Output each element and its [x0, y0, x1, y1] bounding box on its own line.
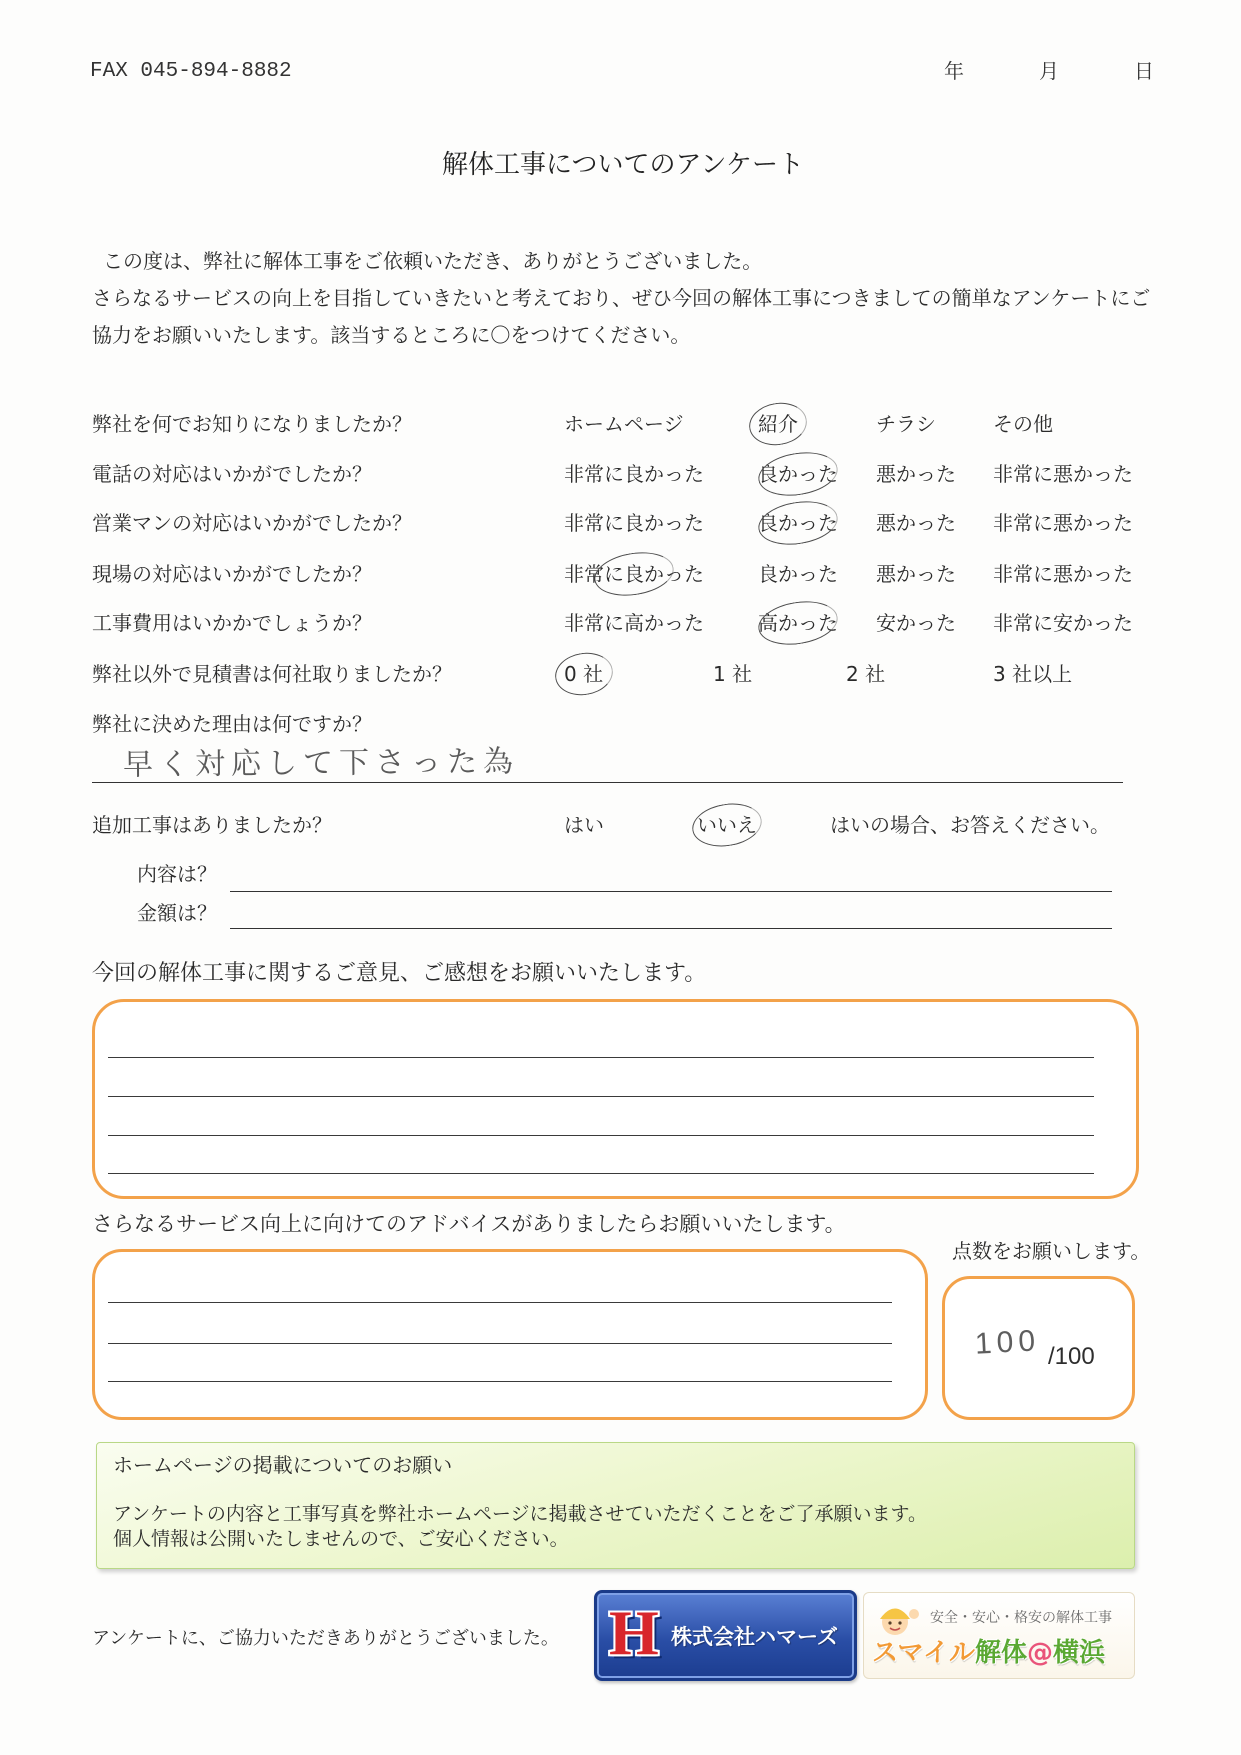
option-cheap: 安かった [876, 611, 956, 635]
option-zero-companies: 0 社 [564, 661, 603, 687]
content-label: 内容は？ [137, 862, 217, 886]
option-bad: 悪かった [876, 462, 956, 486]
opinion-label: 今回の解体工事に関するご意見、ご感想をお願いいたします。 [92, 961, 707, 986]
handwritten-circle-mark [755, 447, 841, 501]
content-answer-line [230, 891, 1112, 892]
question-row-sales-response [0, 510, 1241, 536]
survey-title: 解体工事についてのアンケート [442, 150, 804, 180]
option-other: その他 [993, 412, 1053, 436]
question-label: 現場の対応はいかがでしたか？ [92, 562, 372, 586]
option-very-bad: 非常に悪かった [993, 562, 1133, 586]
question-row-cost [0, 610, 1241, 636]
option-no: いいえ [697, 812, 757, 838]
brand-part-yokohama: 横浜 [1052, 1638, 1105, 1668]
homepage-notice-box [96, 1442, 1135, 1569]
handwritten-circle-mark [689, 799, 765, 851]
writing-line [108, 1302, 892, 1303]
question-label: 追加工事はありましたか？ [92, 813, 332, 837]
score-max: /100 [1048, 1343, 1095, 1370]
notice-line-1: アンケートの内容と工事写真を弊社ホームページに掲載させていただくことをご了承願います。 [113, 1503, 927, 1525]
yes-instructions-note: はいの場合、お答えください。 [830, 813, 1110, 837]
question-label: 工事費用はいかかでしょうか？ [92, 611, 372, 635]
handwritten-circle-mark [755, 596, 841, 650]
question-row-phone-response [0, 461, 1241, 487]
handwritten-circle-mark [591, 547, 677, 601]
option-good: 良かった [758, 562, 838, 586]
option-homepage: ホームページ [564, 412, 684, 436]
writing-line [108, 1343, 892, 1344]
intro-line-2: さらなるサービスの向上を目指していきたいと考えており、ぜひ今回の解体工事につきましての簡単なアンケートにご [92, 286, 1151, 310]
writing-line [108, 1173, 1094, 1174]
intro-line-3: 協力をお願いいたします。該当するところに〇をつけてください。 [92, 323, 691, 347]
handwritten-circle-mark [755, 496, 841, 550]
handwritten-score: 100 [974, 1324, 1041, 1361]
smile-brand-name [872, 1637, 1105, 1669]
option-bad: 悪かった [876, 511, 956, 535]
smile-tagline: 安全・安心・格安の解体工事 [930, 1610, 1112, 1626]
hammers-h-mark-icon: H [609, 1597, 659, 1668]
thanks-message: アンケートに、ご協力いただきありがとうございました。 [92, 1628, 559, 1649]
opinion-box [92, 999, 1139, 1199]
question-label: 弊社を何でお知りになりましたか？ [92, 412, 412, 436]
score-label: 点数をお願いします。 [952, 1239, 1151, 1263]
at-sign-icon: @ [1026, 1638, 1053, 1668]
question-label: 弊社に決めた理由は何ですか？ [92, 712, 372, 736]
notice-line-2: 個人情報は公開いたしませんので、ご安心ください。 [113, 1528, 569, 1550]
option-very-good: 非常に良かった [564, 511, 704, 535]
date-year-label: 年 [944, 59, 964, 83]
fax-number: FAX 045-894-8882 [90, 60, 292, 83]
option-two-companies: 2 社 [846, 662, 886, 686]
option-expensive: 高かった [758, 610, 838, 636]
option-very-cheap: 非常に安かった [993, 611, 1133, 635]
option-bad: 悪かった [876, 562, 956, 586]
advice-box [92, 1249, 928, 1420]
brand-part-kaitai: 解体 [974, 1638, 1027, 1668]
writing-line [108, 1096, 1094, 1097]
option-very-bad: 非常に悪かった [993, 511, 1133, 535]
date-day-label: 日 [1134, 59, 1154, 83]
question-row-other-quotes [0, 661, 1241, 687]
question-label: 営業マンの対応はいかがでしたか？ [92, 511, 412, 535]
intro-line-1: この度は、弊社に解体工事をご依頼いただき、ありがとうございました。 [103, 249, 763, 273]
option-referral: 紹介 [758, 411, 798, 437]
smiling-child-icon [872, 1596, 922, 1638]
writing-line [108, 1135, 1094, 1136]
option-flyer: チラシ [876, 412, 936, 436]
option-good: 良かった [758, 461, 838, 487]
reason-answer-line [92, 782, 1123, 783]
notice-title: ホームページの掲載についてのお願い [113, 1453, 453, 1477]
question-row-additional-work [0, 812, 1241, 838]
smile-kaitai-logo [863, 1592, 1135, 1679]
amount-answer-line [230, 928, 1112, 929]
hammers-company-name: 株式会社ハマーズ [671, 1625, 838, 1649]
option-three-plus-companies: 3 社以上 [993, 662, 1073, 686]
option-very-good: 非常に良かった [564, 561, 704, 587]
question-label: 電話の対応はいかがでしたか？ [92, 462, 372, 486]
option-very-expensive: 非常に高かった [564, 611, 704, 635]
writing-line [108, 1381, 892, 1382]
question-row-site-response [0, 561, 1241, 587]
option-very-good: 非常に良かった [564, 462, 704, 486]
option-very-bad: 非常に悪かった [993, 462, 1133, 486]
advice-label: さらなるサービス向上に向けてのアドバイスがありましたらお願いいたします。 [92, 1212, 846, 1236]
brand-part-smile: スマイル [872, 1638, 975, 1668]
handwritten-reason-answer: 早く対応して下さった為 [122, 744, 520, 783]
question-row-source [0, 411, 1241, 437]
hammers-logo [594, 1590, 857, 1681]
handwritten-circle-mark [552, 649, 616, 700]
date-month-label: 月 [1039, 59, 1059, 83]
option-good: 良かった [758, 510, 838, 536]
amount-label: 金額は？ [137, 901, 217, 925]
option-yes: はい [564, 813, 604, 837]
handwritten-circle-mark [746, 399, 810, 450]
question-label: 弊社以外で見積書は何社取りましたか？ [92, 662, 452, 686]
question-row-reason [0, 711, 1241, 737]
option-one-company: 1 社 [713, 662, 753, 686]
writing-line [108, 1057, 1094, 1058]
score-box [942, 1276, 1135, 1420]
